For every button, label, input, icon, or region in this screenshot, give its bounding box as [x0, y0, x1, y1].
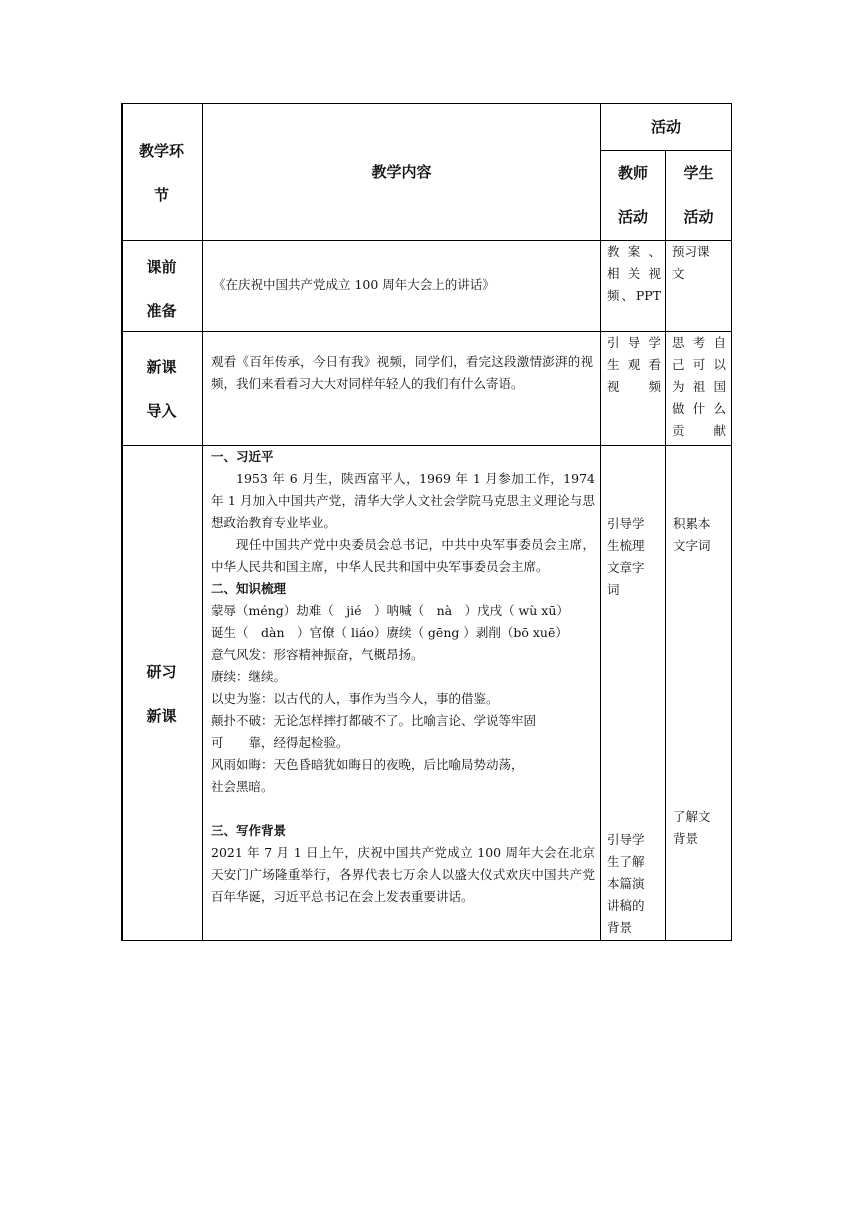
heading-knowledge: 二、知识梳理: [211, 581, 287, 596]
row-study-teacher-2: 引导学 生了解 本篇演 讲稿的 背景: [607, 832, 645, 935]
row-prep-student: 预习课 文: [672, 244, 710, 281]
vocab-line: 蒙辱（méng）劫难（ jié ）呐喊（ nà ）戊戌（ wù xū）: [211, 603, 569, 618]
bio-paragraph-2: 现任中国共产党中央委员会总书记，中共中央军事委员会主席，中华人民共和国主席，中华人民共和国中央军事委员会主席。: [211, 537, 595, 574]
row-intro-student: 思考自 己可以 为祖国 做什么 贡献: [672, 335, 726, 438]
row-prep-teacher: 教案、 相关视 频、PPT: [607, 244, 661, 303]
vocab-line: 颠扑不破：无论怎样摔打都破不了。比喻言论、学说等牢固: [211, 713, 537, 728]
background-paragraph: 2021 年 7 月 1 日上午，庆祝中国共产党成立 100 周年大会在北京天安门广场隆重举行，各界代表七万余人以盛大仪式欢庆中国共产党百年华诞，习近平总书记在会上发表重要讲话。: [211, 845, 595, 904]
vocab-line: 可 靠，经得起检验。: [211, 735, 349, 750]
header-student: 学生 活动: [683, 164, 714, 226]
header-content: 教学内容: [371, 163, 432, 181]
vocab-line: 社会黑暗。: [211, 779, 274, 794]
vocab-line: 意气风发：形容精神振奋，气概昂扬。: [211, 647, 424, 662]
row-prep-content: 《在庆祝中国共产党成立 100 周年大会上的讲话》: [213, 277, 495, 292]
row-intro-content: 观看《百年传承，今日有我》视频，同学们，看完这段激情澎湃的视频，我们来看看习大大对同样年轻人的我们有什么寄语。: [211, 354, 593, 391]
heading-xijinping: 一、习近平: [211, 449, 274, 464]
row-intro-teacher: 引导学 生观看 视频: [607, 335, 661, 394]
header-activity: 活动: [650, 118, 681, 136]
header-section: 教学环 节: [138, 142, 184, 204]
vocab-line: 赓续：继续。: [211, 669, 287, 684]
bio-paragraph-1: 1953 年 6 月生，陕西富平人，1969 年 1 月参加工作，1974 年 1 月加入中国共产党，清华大学人文社会学院马克思主义理论与思想政治教育专业毕业。: [211, 471, 595, 530]
row-study-section: 研习 新课: [146, 663, 177, 725]
row-study-teacher-1: 引导学 生梳理 文章字 词: [607, 516, 645, 597]
row-study-student-1: 积累本 文字词: [673, 516, 711, 553]
vocab-line: 风雨如晦：天色昏暗犹如晦日的夜晚，后比喻局势动荡，: [211, 757, 524, 772]
heading-background: 三、写作背景: [211, 823, 287, 838]
row-study-student-2: 了解文 背景: [673, 809, 711, 846]
row-intro-section: 新课 导入: [146, 358, 177, 420]
vocab-line: 以史为鉴：以古代的人，事作为当今人，事的借鉴。: [211, 691, 499, 706]
header-teacher: 教师 活动: [617, 164, 648, 226]
lesson-plan-table: [121, 103, 732, 941]
row-study-content: [211, 446, 595, 908]
row-prep-section: 课前 准备: [146, 258, 177, 320]
vocab-line: 诞生（ dàn ）官僚（ liáo）赓续（ gēng ）剥削（bō xuē）: [211, 625, 568, 640]
